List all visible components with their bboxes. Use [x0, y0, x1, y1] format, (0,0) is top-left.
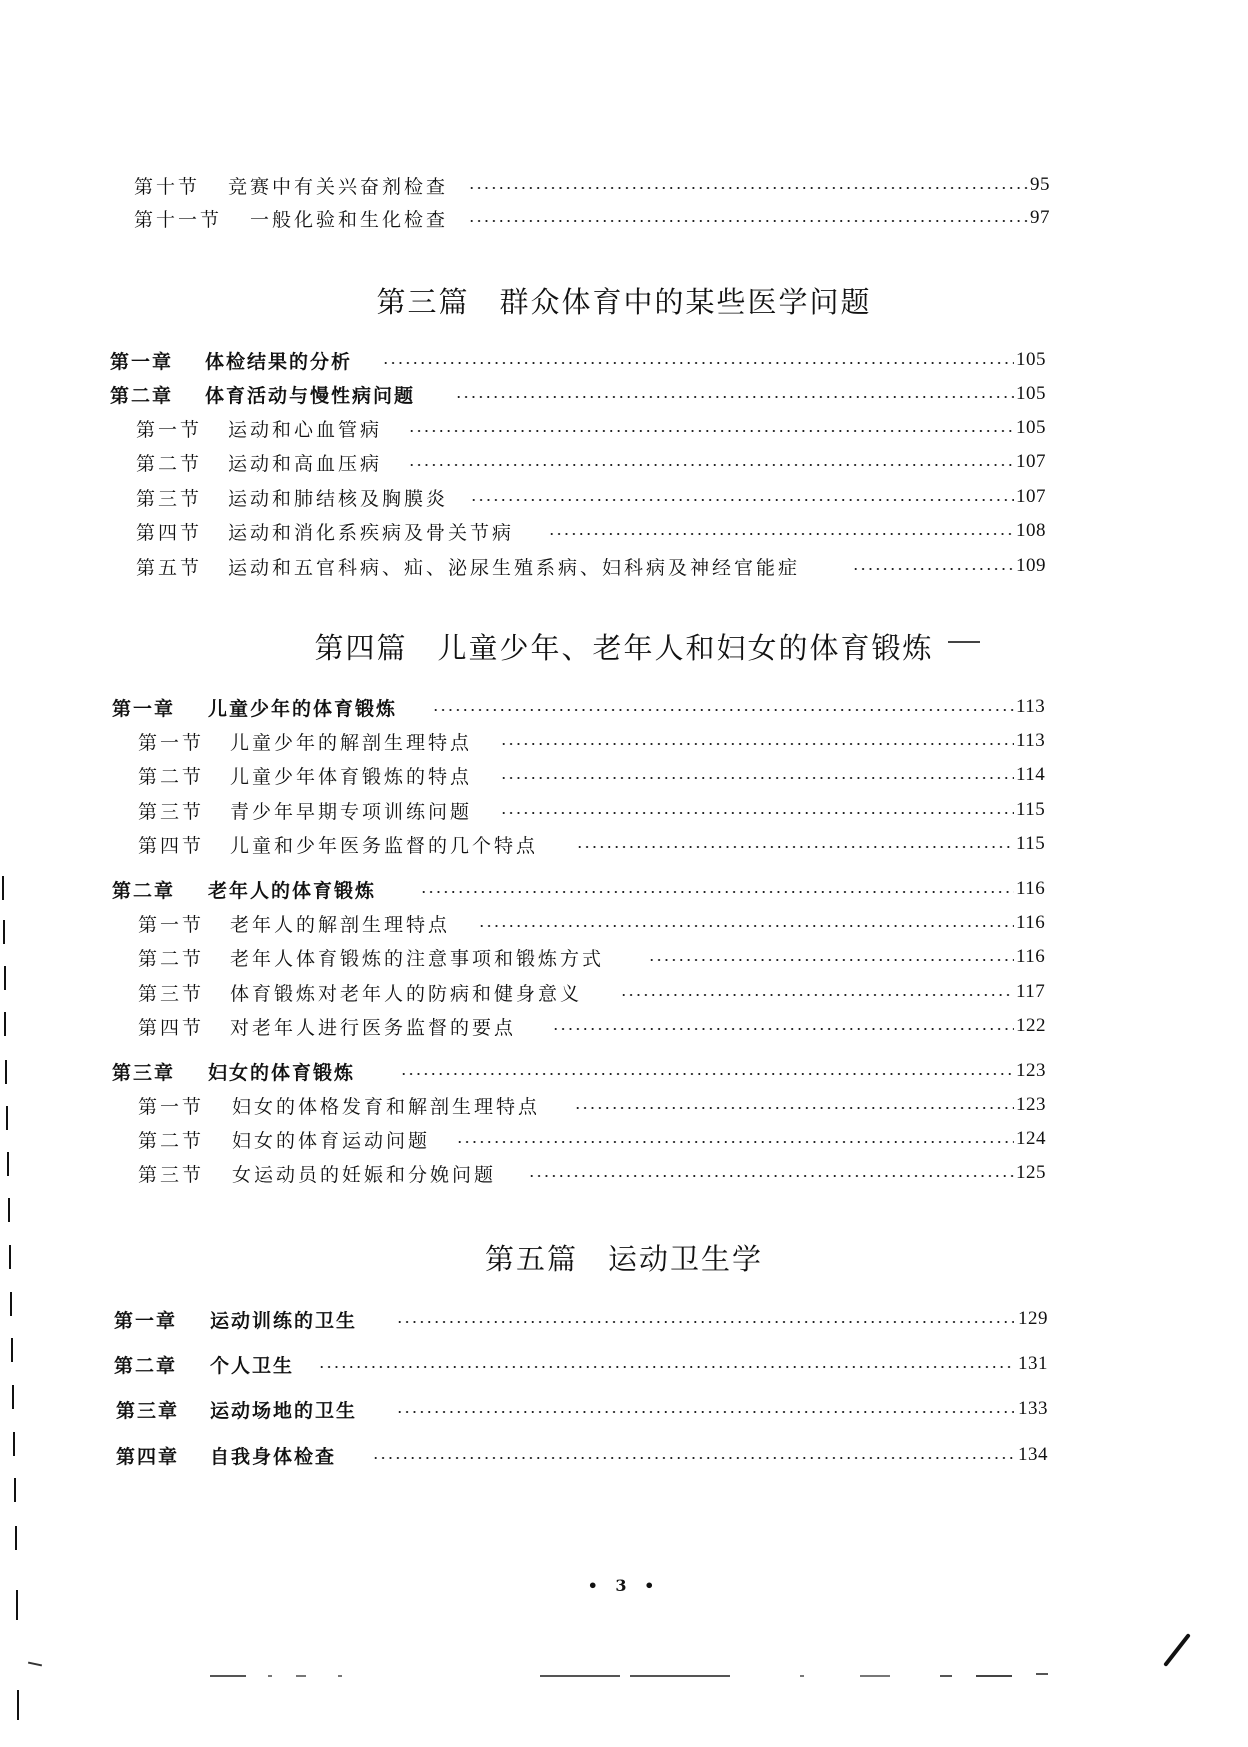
chapter-page: 134 — [1018, 1444, 1048, 1465]
scan-edge-mark — [3, 920, 5, 944]
dot-leader — [455, 396, 1014, 398]
chapter-page: 133 — [1018, 1398, 1048, 1419]
section-label: 第三节 — [136, 487, 203, 510]
section-title: 运动和五官科病、疝、泌尿生殖系病、妇科病及神经官能症 — [228, 556, 801, 579]
section-page: 125 — [1016, 1162, 1046, 1183]
toc-section[interactable] — [0, 1124, 1248, 1154]
chapter-label: 第一章 — [112, 697, 176, 720]
chapter-title: 体育活动与慢性病问题 — [205, 384, 416, 407]
toc-chapter[interactable] — [0, 1304, 1248, 1334]
section-label: 第二节 — [136, 452, 203, 475]
dot-leader — [574, 1107, 1014, 1109]
part-title: 群众体育中的某些医学问题 — [499, 285, 872, 319]
section-label: 第五节 — [136, 556, 203, 579]
part-title: 儿童少年、老年人和妇女的体育锻炼 — [437, 631, 934, 665]
section-title: 运动和消化系疾病及骨关节病 — [228, 521, 515, 544]
section-label: 第一节 — [138, 731, 205, 754]
section-title: 老年人的解剖生理特点 — [230, 913, 451, 936]
dot-leader — [396, 1411, 1014, 1413]
chapter-label: 第二章 — [112, 879, 176, 902]
scan-mark — [1036, 1673, 1048, 1675]
scan-edge-mark — [4, 1012, 6, 1036]
scan-edge-mark — [14, 1478, 16, 1502]
section-page: 122 — [1016, 1015, 1046, 1036]
chapter-title: 老年人的体育锻炼 — [208, 879, 377, 902]
chapter-page: 129 — [1018, 1308, 1048, 1329]
scan-mark — [540, 1675, 620, 1677]
page-number: • 3 • — [587, 1576, 661, 1595]
dot-leader — [552, 1028, 1014, 1030]
toc-chapter[interactable] — [0, 1440, 1248, 1470]
chapter-label: 第一章 — [114, 1309, 178, 1332]
toc-chapter[interactable] — [0, 1056, 1248, 1086]
part-label: 第三篇 — [376, 285, 470, 319]
section-title: 女运动员的妊娠和分娩问题 — [232, 1163, 497, 1186]
entry-title: 一般化验和生化检查 — [250, 208, 449, 231]
scan-edge-mark — [13, 1432, 15, 1456]
toc-section[interactable] — [0, 413, 1248, 443]
chapter-title: 儿童少年的体育锻炼 — [208, 697, 398, 720]
section-title: 运动和高血压病 — [228, 452, 383, 475]
dot-leader — [400, 1073, 1014, 1075]
chapter-title: 自我身体检查 — [210, 1445, 337, 1468]
scan-mark — [630, 1675, 730, 1677]
section-label: 第四节 — [136, 521, 203, 544]
toc-entry[interactable] — [0, 203, 1248, 233]
section-title: 妇女的体格发育和解剖生理特点 — [232, 1095, 541, 1118]
part-heading — [0, 626, 1248, 667]
scan-mark — [296, 1675, 306, 1677]
toc-section[interactable] — [0, 447, 1248, 477]
section-label: 第四节 — [138, 1016, 205, 1039]
dot-leader — [500, 812, 1014, 814]
toc-entry[interactable] — [0, 170, 1248, 200]
section-title: 对老年人进行医务监督的要点 — [230, 1016, 517, 1039]
chapter-page: 131 — [1018, 1353, 1048, 1374]
scan-edge-mark — [8, 1198, 10, 1222]
dot-leader — [648, 959, 1014, 961]
section-label: 第一节 — [138, 1095, 205, 1118]
chapter-page: 105 — [1016, 349, 1046, 370]
section-title: 老年人体育锻炼的注意事项和锻炼方式 — [230, 947, 605, 970]
part-heading — [0, 280, 1248, 321]
pen-stroke-mark — [1163, 1633, 1191, 1667]
part-title: 运动卫生学 — [608, 1242, 764, 1276]
section-page: 124 — [1016, 1128, 1046, 1149]
toc-chapter[interactable] — [0, 692, 1248, 722]
toc-section[interactable] — [0, 1011, 1248, 1041]
section-page: 107 — [1016, 486, 1046, 507]
section-title: 体育锻炼对老年人的防病和健身意义 — [230, 982, 583, 1005]
dot-leader — [500, 777, 1014, 779]
dot-leader — [420, 891, 1014, 893]
section-page: 113 — [1016, 730, 1046, 751]
section-label: 第二节 — [138, 1129, 205, 1152]
dot-leader — [432, 709, 1014, 711]
toc-section[interactable] — [0, 760, 1248, 790]
dot-leader — [408, 464, 1014, 466]
section-label: 第一节 — [136, 418, 203, 441]
chapter-label: 第四章 — [116, 1445, 180, 1468]
section-page: 109 — [1016, 555, 1046, 576]
section-page: 116 — [1016, 946, 1046, 967]
toc-section[interactable] — [0, 551, 1248, 581]
section-title: 妇女的体育运动问题 — [232, 1129, 431, 1152]
section-label: 第四节 — [138, 834, 205, 857]
section-label: 第三节 — [138, 800, 205, 823]
chapter-label: 第三章 — [112, 1061, 176, 1084]
chapter-title: 妇女的体育锻炼 — [208, 1061, 356, 1084]
section-label: 第三节 — [138, 982, 205, 1005]
scan-mark — [860, 1675, 890, 1677]
toc-section[interactable] — [0, 1158, 1248, 1188]
dot-leader — [382, 362, 1014, 364]
chapter-title: 运动训练的卫生 — [210, 1309, 358, 1332]
section-title: 青少年早期专项训练问题 — [230, 800, 473, 823]
toc-section[interactable] — [0, 795, 1248, 825]
scan-mark — [28, 1662, 42, 1667]
part-label: 第五篇 — [484, 1242, 578, 1276]
scan-edge-mark — [7, 1152, 9, 1176]
scan-edge-mark — [2, 876, 4, 900]
dot-leader — [408, 430, 1014, 432]
scan-mark — [800, 1675, 804, 1677]
section-page: 116 — [1016, 912, 1046, 933]
toc-section[interactable] — [0, 942, 1248, 972]
dot-leader — [620, 994, 1014, 996]
chapter-label: 第三章 — [116, 1399, 180, 1422]
scan-mark — [210, 1675, 246, 1677]
scan-edge-mark — [10, 1292, 12, 1316]
dot-leader — [470, 499, 1014, 501]
scan-mark — [948, 641, 980, 643]
section-page: 114 — [1016, 764, 1046, 785]
dot-leader — [576, 846, 1014, 848]
scan-mark — [976, 1675, 1012, 1677]
toc-chapter[interactable] — [0, 379, 1248, 409]
chapter-page: 105 — [1016, 383, 1046, 404]
chapter-title: 体检结果的分析 — [205, 350, 353, 373]
entry-page: 95 — [1030, 174, 1050, 195]
part-label: 第四篇 — [314, 631, 408, 665]
dot-leader — [528, 1175, 1014, 1177]
dot-leader — [456, 1141, 1014, 1143]
toc-section[interactable] — [0, 829, 1248, 859]
scan-edge-mark — [9, 1245, 11, 1269]
chapter-page: 113 — [1016, 696, 1046, 717]
section-title: 儿童和少年医务监督的几个特点 — [230, 834, 539, 857]
section-label: 第二节 — [138, 947, 205, 970]
dot-leader — [318, 1366, 1014, 1368]
scan-edge-mark — [5, 1060, 7, 1084]
toc-section[interactable] — [0, 482, 1248, 512]
dot-leader — [852, 568, 1014, 570]
section-title: 运动和心血管病 — [228, 418, 383, 441]
toc-chapter[interactable] — [0, 345, 1248, 375]
scan-edge-mark — [17, 1690, 19, 1720]
toc-chapter[interactable] — [0, 874, 1248, 904]
section-label: 第三节 — [138, 1163, 205, 1186]
toc-chapter[interactable] — [0, 1349, 1248, 1379]
entry-page: 97 — [1030, 207, 1050, 228]
entry-label: 第十节 — [134, 175, 201, 198]
chapter-page: 116 — [1016, 878, 1046, 899]
chapter-label: 第二章 — [110, 384, 174, 407]
section-title: 儿童少年体育锻炼的特点 — [230, 765, 473, 788]
dot-leader — [548, 533, 1014, 535]
dot-leader — [372, 1457, 1016, 1459]
dot-leader — [478, 925, 1014, 927]
scan-edge-mark — [15, 1526, 17, 1550]
chapter-title: 运动场地的卫生 — [210, 1399, 358, 1422]
dot-leader — [396, 1321, 1014, 1323]
dot-leader — [468, 187, 1028, 189]
entry-label: 第十一节 — [134, 208, 223, 231]
chapter-page: 123 — [1016, 1060, 1046, 1081]
scan-mark — [268, 1675, 272, 1677]
scan-edge-mark — [4, 966, 6, 990]
section-title: 运动和肺结核及胸膜炎 — [228, 487, 449, 510]
scan-edge-mark — [6, 1106, 8, 1130]
toc-section[interactable] — [0, 908, 1248, 938]
dot-leader — [500, 743, 1014, 745]
toc-section[interactable] — [0, 516, 1248, 546]
section-label: 第二节 — [138, 765, 205, 788]
section-page: 117 — [1016, 981, 1046, 1002]
scan-edge-mark — [12, 1385, 14, 1409]
part-heading — [0, 1237, 1248, 1278]
section-page: 123 — [1016, 1094, 1046, 1115]
section-page: 105 — [1016, 417, 1046, 438]
scan-mark — [338, 1675, 342, 1677]
scan-edge-mark — [16, 1590, 18, 1620]
section-page: 115 — [1016, 799, 1046, 820]
entry-title: 竞赛中有关兴奋剂检查 — [228, 175, 449, 198]
dot-leader — [468, 220, 1028, 222]
section-page: 108 — [1016, 520, 1046, 541]
chapter-label: 第一章 — [110, 350, 174, 373]
section-label: 第一节 — [138, 913, 205, 936]
chapter-title: 个人卫生 — [210, 1354, 295, 1377]
toc-section[interactable] — [0, 1090, 1248, 1120]
toc-chapter[interactable] — [0, 1394, 1248, 1424]
chapter-label: 第二章 — [114, 1354, 178, 1377]
section-page: 107 — [1016, 451, 1046, 472]
section-title: 儿童少年的解剖生理特点 — [230, 731, 473, 754]
toc-section[interactable] — [0, 977, 1248, 1007]
scan-edge-mark — [11, 1338, 13, 1362]
toc-section[interactable] — [0, 726, 1248, 756]
section-page: 115 — [1016, 833, 1046, 854]
scan-mark — [940, 1675, 952, 1677]
